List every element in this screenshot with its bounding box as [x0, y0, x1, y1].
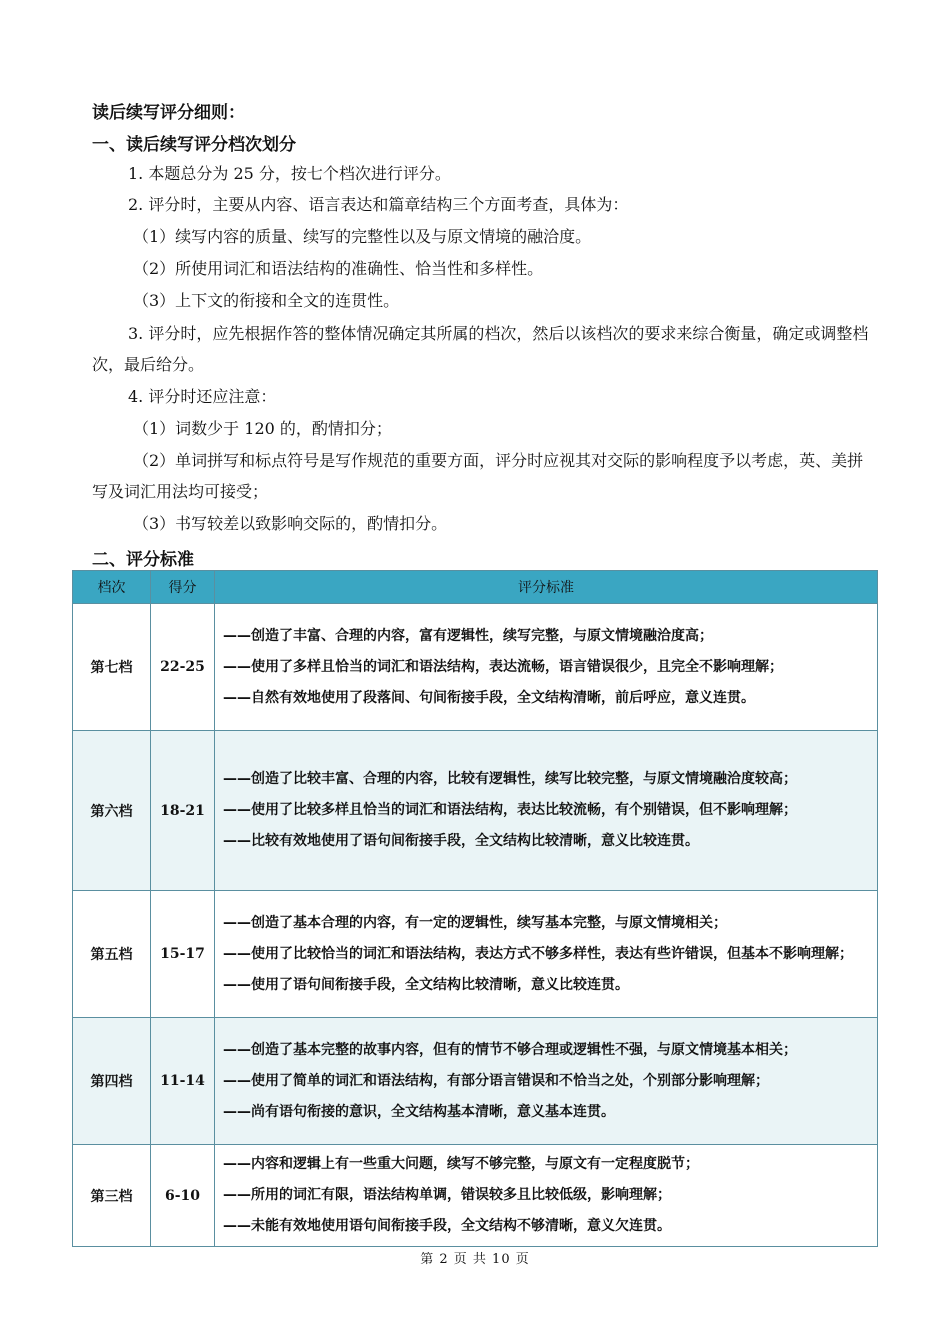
- table-header-row: [73, 571, 878, 604]
- criteria-cell: [215, 604, 878, 731]
- criteria-cell: [215, 1145, 878, 1247]
- section-1-heading: 一、读后续写评分档次划分: [92, 135, 296, 155]
- criteria-cell: [215, 891, 878, 1018]
- score-cell: 22-25: [151, 604, 215, 731]
- criteria-line: ——创造了基本完整的故事内容，但有的情节不够合理或逻辑性不强，与原文情境基本相关；: [223, 1041, 797, 1058]
- section-2-heading: 二、评分标准: [92, 550, 194, 570]
- table-row: [73, 731, 878, 891]
- table-row: [73, 604, 878, 731]
- rule-item-1: 1. 本题总分为 25 分，按七个档次进行评分。: [128, 164, 451, 183]
- rule-item-4-2: （2）单词拼写和标点符号是写作规范的重要方面，评分时应视其对交际的影响程度予以考虑，英、美拼写及词汇用法均可接受；: [92, 451, 864, 501]
- criteria-line: ——所用的词汇有限，语法结构单调，错误较多且比较低级，影响理解；: [223, 1187, 671, 1203]
- criteria-line: ——创造了丰富、合理的内容，富有逻辑性，续写完整，与原文情境融洽度高；: [223, 627, 713, 644]
- criteria-line: ——使用了语句间衔接手段，全文结构比较清晰，意义比较连贯。: [223, 976, 629, 993]
- level-cell: 第六档: [73, 731, 151, 891]
- criteria-line: ——自然有效地使用了段落间、句间衔接手段，全文结构清晰，前后呼应，意义连贯。: [223, 689, 755, 706]
- score-cell: 15-17: [151, 891, 215, 1018]
- header-score: 得分: [151, 571, 215, 604]
- level-cell: 第七档: [73, 604, 151, 731]
- criteria-line: ——比较有效地使用了语句间衔接手段，全文结构比较清晰，意义比较连贯。: [223, 833, 699, 849]
- level-cell: 第四档: [73, 1018, 151, 1145]
- header-criteria: 评分标准: [215, 571, 878, 604]
- page-footer: 第 2 页 共 10 页: [420, 1252, 530, 1267]
- table-row: [73, 891, 878, 1018]
- rule-item-2-3: （3）上下文的衔接和全文的连贯性。: [133, 291, 400, 310]
- rule-item-4: 4. 评分时还应注意：: [128, 387, 277, 406]
- header-level: 档次: [73, 571, 151, 604]
- level-cell: 第三档: [73, 1145, 151, 1247]
- rule-item-2: 2. 评分时，主要从内容、语言表达和篇章结构三个方面考查，具体为：: [128, 195, 629, 214]
- criteria-line: ——使用了多样且恰当的词汇和语法结构，表达流畅，语言错误很少，且完全不影响理解；: [223, 658, 783, 675]
- rule-item-4-1: （1）词数少于 120 的，酌情扣分；: [133, 419, 392, 438]
- rule-item-2-1: （1）续写内容的质量、续写的完整性以及与原文情境的融洽度。: [133, 227, 592, 246]
- document-title: 读后续写评分细则：: [92, 103, 245, 123]
- criteria-line: ——未能有效地使用语句间衔接手段，全文结构不够清晰，意义欠连贯。: [223, 1218, 671, 1234]
- rule-item-4-3: （3）书写较差以致影响交际的，酌情扣分。: [133, 514, 448, 533]
- score-cell: 6-10: [151, 1145, 215, 1247]
- criteria-cell: [215, 1018, 878, 1145]
- criteria-cell: [215, 731, 878, 891]
- score-cell: 18-21: [151, 731, 215, 891]
- criteria-line: ——使用了比较多样且恰当的词汇和语法结构，表达比较流畅，有个别错误，但不影响理解；: [223, 802, 797, 818]
- table-row: [73, 1145, 878, 1247]
- criteria-line: ——使用了比较恰当的词汇和语法结构，表达方式不够多样性，表达有些许错误，但基本不影响理解；: [223, 945, 853, 962]
- rule-item-2-2: （2）所使用词汇和语法结构的准确性、恰当性和多样性。: [133, 259, 544, 278]
- criteria-line: ——创造了比较丰富、合理的内容，比较有逻辑性，续写比较完整，与原文情境融洽度较高；: [223, 771, 797, 787]
- criteria-line: ——内容和逻辑上有一些重大问题，续写不够完整，与原文有一定程度脱节；: [223, 1156, 699, 1172]
- grading-table: [72, 570, 878, 1247]
- criteria-line: ——创造了基本合理的内容，有一定的逻辑性，续写基本完整，与原文情境相关；: [223, 914, 727, 931]
- rule-item-3: 3. 评分时，应先根据作答的整体情况确定其所属的档次，然后以该档次的要求来综合衡量，确定或调整档次，最后给分。: [92, 324, 869, 374]
- level-cell: 第五档: [73, 891, 151, 1018]
- score-cell: 11-14: [151, 1018, 215, 1145]
- criteria-line: ——使用了简单的词汇和语法结构，有部分语言错误和不恰当之处，个别部分影响理解；: [223, 1072, 769, 1089]
- table-row: [73, 1018, 878, 1145]
- criteria-line: ——尚有语句衔接的意识，全文结构基本清晰，意义基本连贯。: [223, 1103, 615, 1120]
